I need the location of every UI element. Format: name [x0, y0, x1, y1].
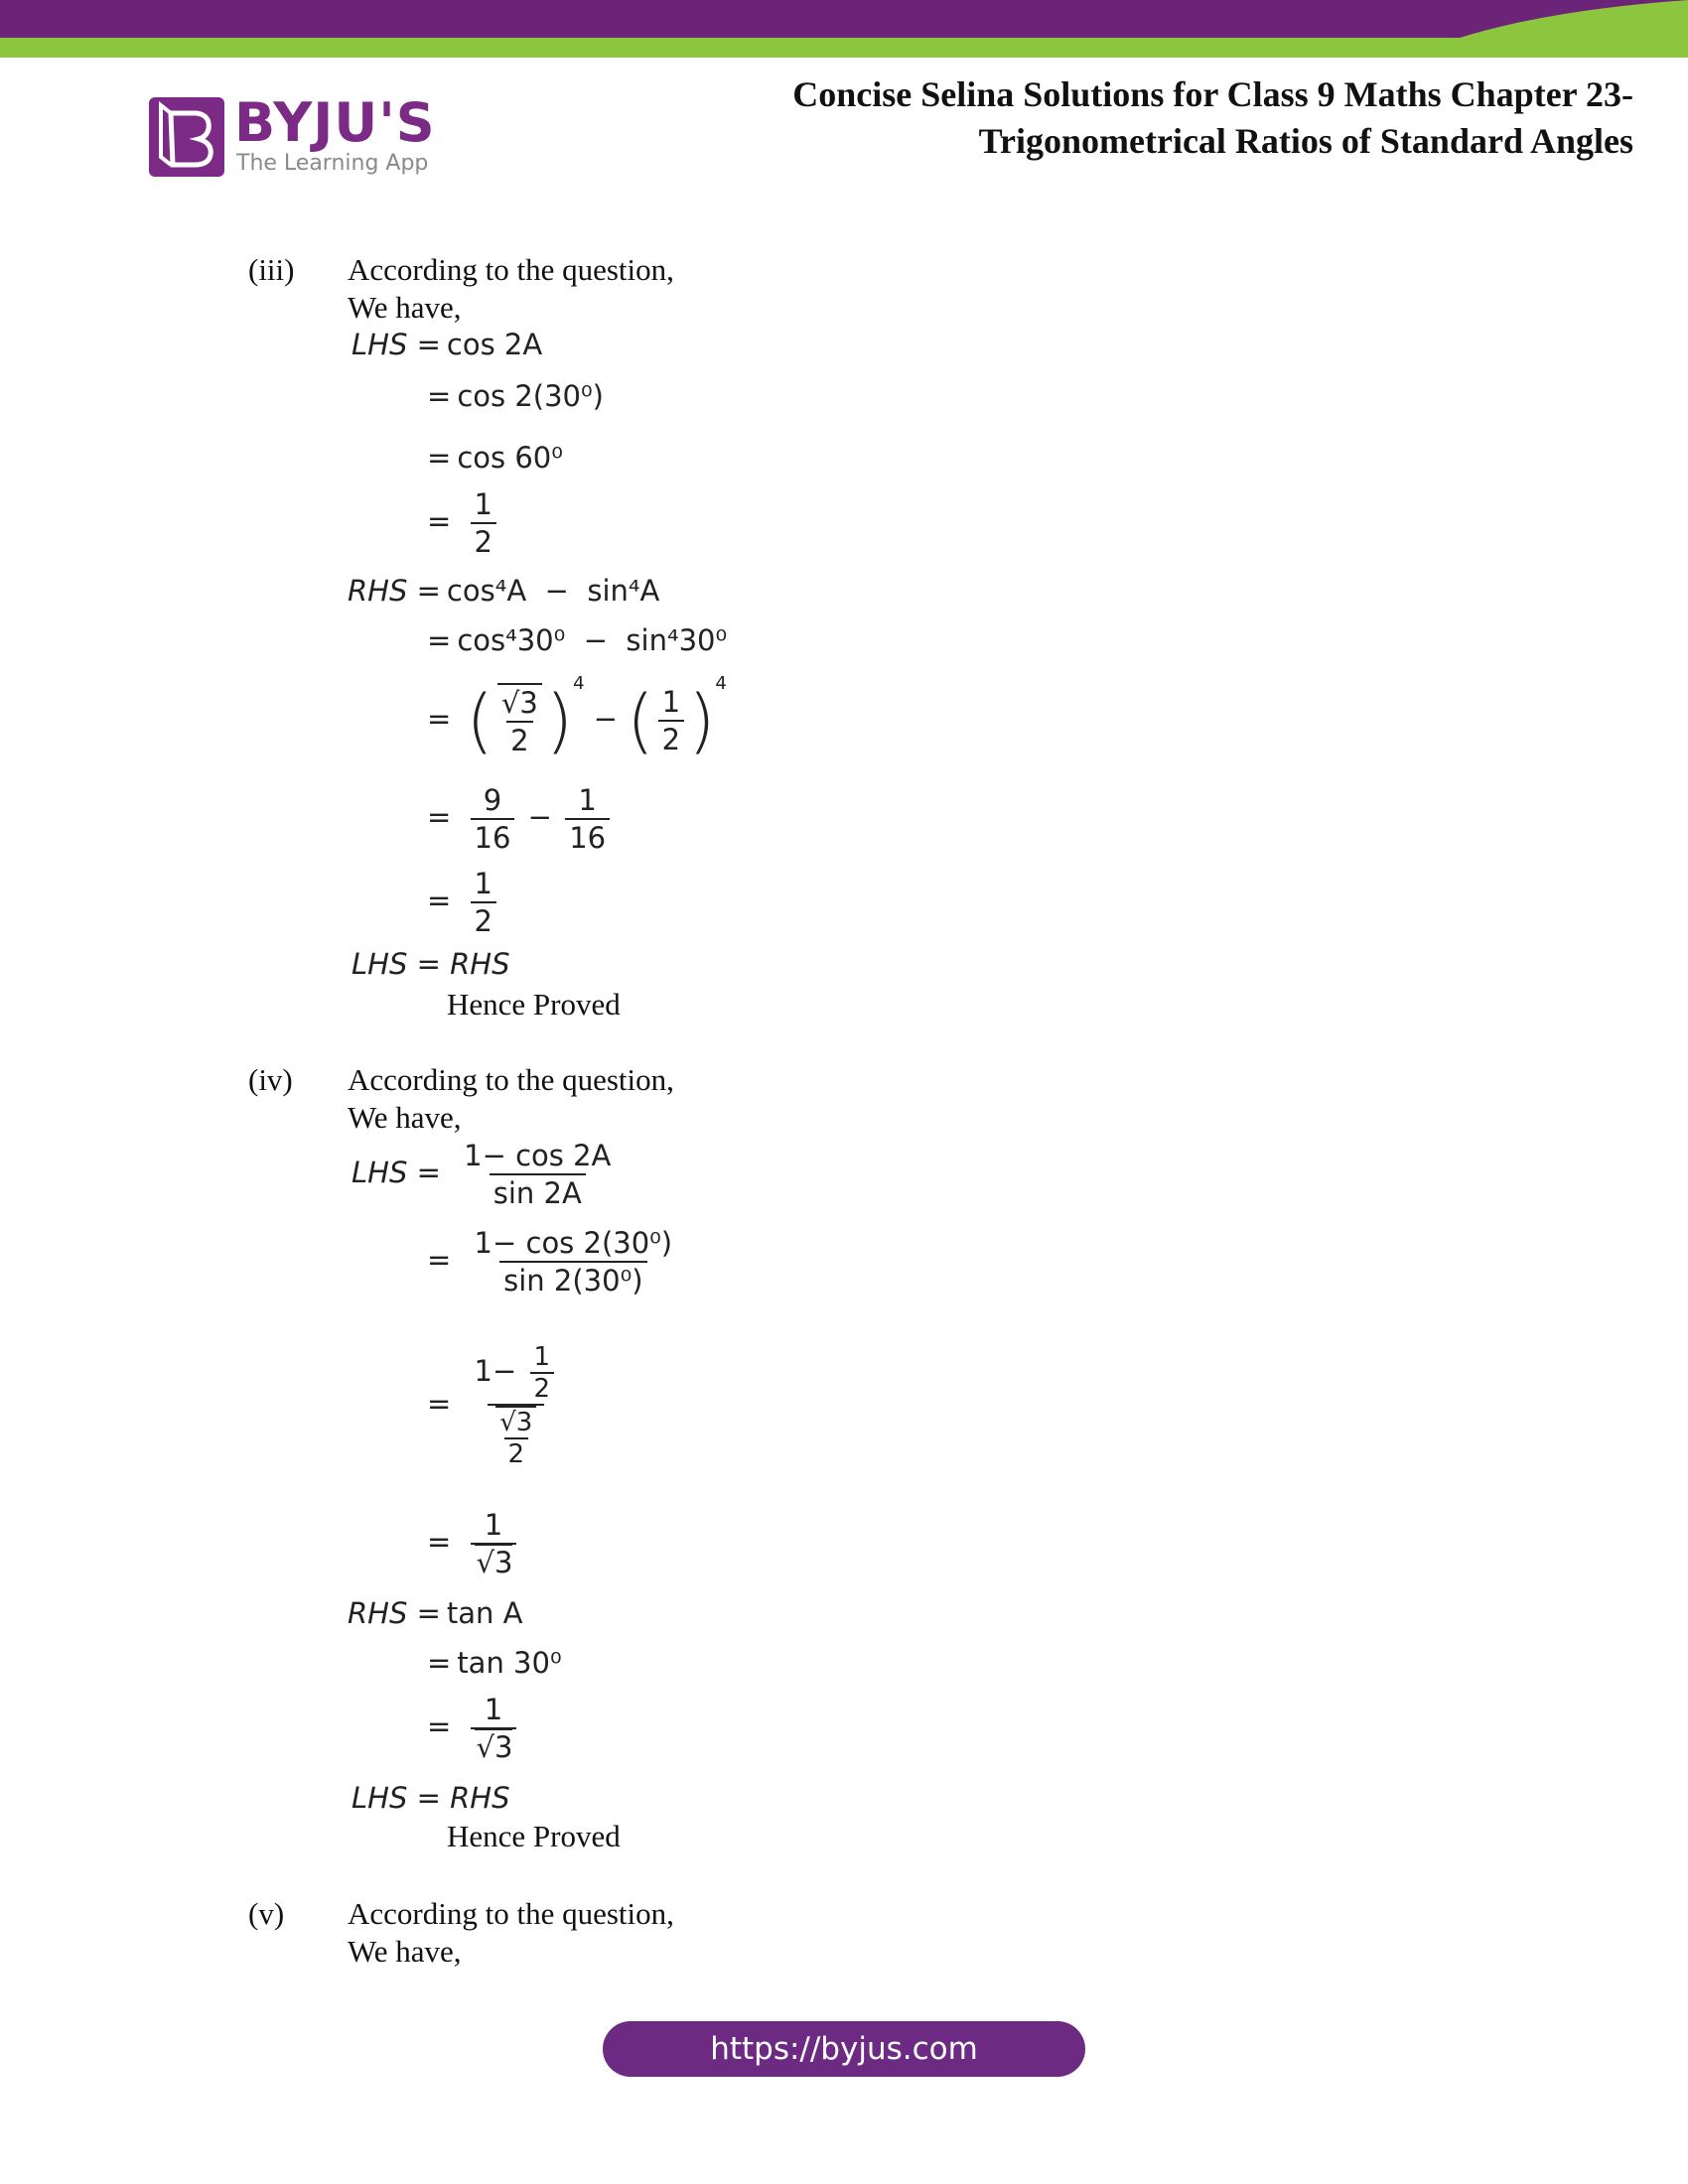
math-line: [352, 1781, 509, 1815]
math-line: = $\frac{1}{√3}$: [427, 1507, 520, 1580]
fraction: $\frac{√3}{2}$: [497, 683, 542, 758]
fraction: $\frac{1}{2}$: [471, 866, 496, 939]
expression: tan A: [446, 1596, 523, 1630]
math-line: LHS = cos 2A: [352, 328, 543, 361]
rhs-label: RHS: [348, 1596, 408, 1630]
expression: cos 2(30⁰): [457, 379, 604, 413]
section-intro: According to the question,: [348, 1062, 674, 1097]
fraction: $\frac{1}{2}$: [471, 486, 496, 560]
math-line: RHS = tan A: [348, 1596, 523, 1630]
section-number: (iii): [248, 252, 295, 287]
math-line: = cos 60⁰: [427, 441, 563, 475]
page-title-line1: Concise Selina Solutions for Class 9 Maths Chapter 23-: [792, 74, 1633, 114]
fraction: $\frac{9}{16}$: [471, 782, 515, 856]
math-line: = $\frac{1}{2}$: [427, 486, 500, 560]
fraction: $\frac{1}{16}$: [565, 782, 610, 856]
lhs-label: LHS: [352, 328, 408, 361]
expression: cos 60⁰: [457, 441, 563, 475]
math-line: [352, 947, 509, 981]
lhs-label: LHS: [352, 1156, 408, 1189]
conclusion-equation: LHS = RHS: [352, 1781, 510, 1815]
math-line: = $\frac{1}{2}$: [427, 866, 500, 939]
footer-url-link[interactable]: https://byjus.com: [603, 2021, 1085, 2077]
math-line: = $\frac{9}{16}$ − $\frac{1}{16}$: [427, 782, 614, 856]
math-line: = cos 2(30⁰): [427, 379, 604, 413]
math-line: = cos⁴30⁰ − sin⁴30⁰: [427, 623, 728, 657]
section-intro: According to the question,: [348, 252, 674, 287]
fraction: $\frac{\text{1− cos 2(30⁰)}}{\text{sin 2(30⁰)}}$: [474, 1226, 673, 1297]
page-title-line2: Trigonometrical Ratios of Standard Angles: [978, 121, 1633, 161]
section-intro: We have,: [348, 1100, 462, 1135]
math-line: = tan 30⁰: [427, 1646, 562, 1680]
math-line: RHS = cos⁴A − sin⁴A: [348, 574, 660, 608]
math-line: = $\frac{1}{√3}$: [427, 1692, 520, 1765]
fraction: $\frac{1}{√3}$: [471, 1692, 517, 1765]
section-intro: We have,: [348, 1934, 462, 1969]
brand-tagline: The Learning App: [236, 151, 429, 176]
expression: tan 30⁰: [457, 1646, 562, 1680]
math-line: = ( $\frac{√3}{2}$ )$^4$ − ( $\frac{1}{2}$ )$^4$: [427, 673, 727, 761]
fraction: $\frac{1- \cos 2A}{\sin 2A}$: [464, 1139, 612, 1210]
math-line: = 1− $\frac{1}{2}$ $\frac{√3}{2}$: [427, 1342, 566, 1469]
section-intro: We have,: [348, 290, 462, 325]
section-number: (v): [248, 1896, 285, 1931]
expression: cos⁴30⁰ − sin⁴30⁰: [457, 623, 728, 657]
rhs-label: RHS: [348, 574, 408, 608]
fraction: 1− $\frac{1}{2}$ $\frac{√3}{2}$: [471, 1342, 563, 1469]
fraction: $\frac{1}{2}$: [658, 684, 684, 757]
expression: cos 2A: [446, 328, 543, 361]
section-conclusion: Hence Proved: [447, 1819, 621, 1853]
conclusion-equation: LHS = RHS: [352, 947, 510, 981]
section-intro: According to the question,: [348, 1896, 674, 1931]
expression: cos⁴A − sin⁴A: [446, 574, 660, 608]
math-line: = $\frac{\text{1− cos 2(30⁰)}}{\text{sin 2(30⁰)}}$: [427, 1225, 680, 1298]
math-line: LHS = $\frac{1- \cos 2A}{\sin 2A}$: [352, 1138, 619, 1211]
fraction: $\frac{1}{√3}$: [471, 1507, 517, 1580]
brand-name: BYJU'S: [234, 91, 436, 154]
section-conclusion: Hence Proved: [447, 987, 621, 1022]
section-number: (iv): [248, 1062, 293, 1097]
